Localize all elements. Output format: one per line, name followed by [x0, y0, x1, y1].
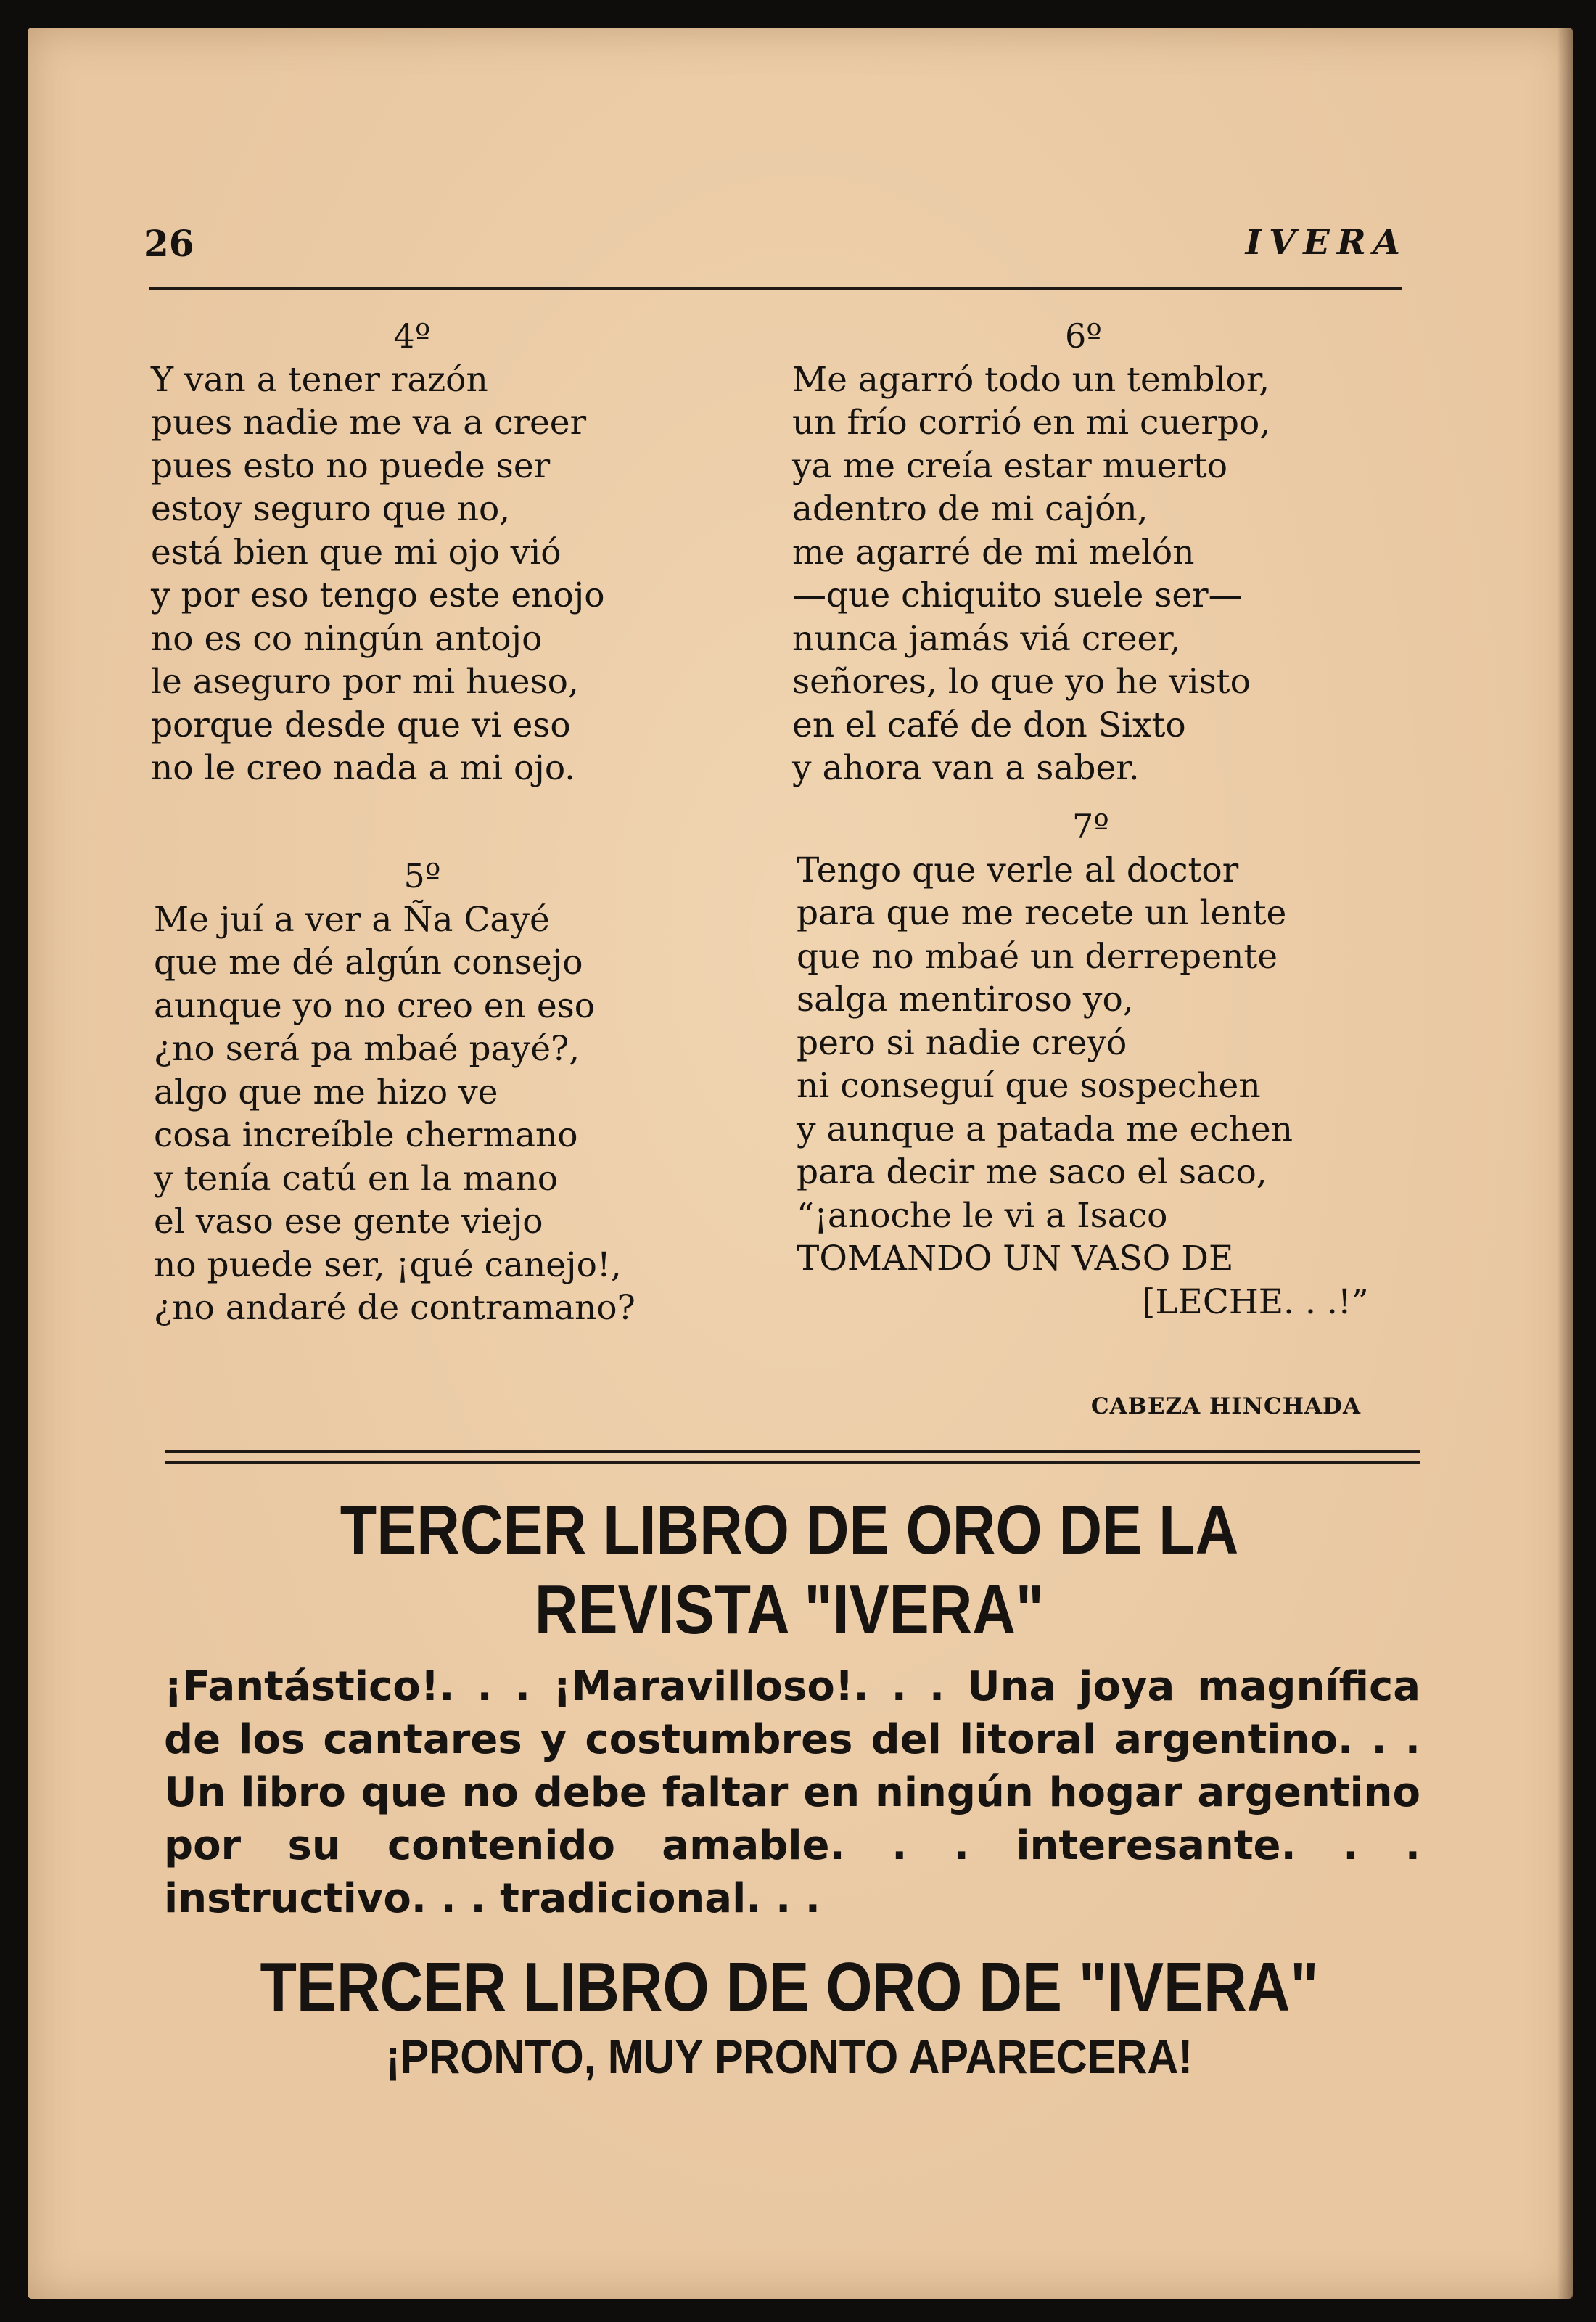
verse-line: Y van a tener razón — [151, 359, 488, 400]
verse-line: que no mbaé un derrepente — [797, 936, 1278, 977]
verse-line: para decir me saco el saco, — [797, 1152, 1267, 1192]
verse-line: y por eso tengo este enojo — [151, 575, 605, 615]
page-spine-shadow — [1557, 28, 1573, 2299]
stanza-7 — [797, 805, 1406, 1324]
author-signature: CABEZA HINCHADA — [1090, 1393, 1361, 1419]
section-rule — [165, 1461, 1420, 1464]
verse-line: y ahora van a saber. — [792, 748, 1140, 788]
verse-line: le aseguro por mi hueso, — [151, 662, 579, 702]
verse-line: algo que me hizo ve — [154, 1072, 498, 1112]
verse-line: no le creo nada a mi ojo. — [151, 748, 576, 788]
stanza-number: 6º — [1065, 316, 1102, 356]
verse-line: [LECHE. . .!” — [1142, 1281, 1369, 1322]
verse-line: ¿no andaré de contramano? — [154, 1288, 635, 1328]
ad-subtitle: ¡PRONTO, MUY PRONTO APARECERA! — [385, 2030, 1193, 2083]
verse-line: Tengo que verle al doctor — [797, 850, 1239, 890]
verse-line: “¡anoche le vi a Isaco — [797, 1195, 1168, 1236]
verse-line: que me dé algún consejo — [154, 943, 583, 982]
verse-line: un frío corrió en mi cuerpo, — [792, 403, 1271, 443]
magazine-title: IVERA — [1245, 222, 1407, 263]
stanza-number: 4º — [393, 316, 431, 356]
ad-body-text: ¡Fantástico!. . . ¡Maravilloso!. . . Una joya magnífica de los cantares y costumbres del litoral argentino. . . Un libro que no debe faltar en ningún hogar argentino por su contenido amable. . . interesante. . . instructivo. . . tradicional. . . — [164, 1663, 1420, 1922]
stanza-5 — [154, 855, 691, 1330]
stanza-number: 5º — [403, 856, 441, 895]
verse-line: cosa increíble chermano — [154, 1115, 578, 1155]
section-rule — [165, 1450, 1420, 1453]
verse-line: pero si nadie creyó — [797, 1022, 1127, 1063]
verse-line: ni conseguí que sospechen — [797, 1066, 1261, 1106]
verse-line: ya me creía estar muerto — [792, 446, 1227, 486]
verse-line: pues esto no puede ser — [151, 446, 551, 486]
header-rule — [149, 287, 1402, 290]
verse-line: pues nadie me va a creer — [151, 403, 587, 443]
stanza-4 — [151, 315, 673, 790]
verse-line: TOMANDO UN VASO DE — [797, 1239, 1234, 1279]
verse-line: el vaso ese gente viejo — [154, 1202, 543, 1242]
ad-title-repeat: TERCER LIBRO DE ORO DE "IVERA" — [260, 1948, 1319, 2026]
stanza-number: 7º — [1072, 807, 1109, 846]
verse-line: Me agarró todo un temblor, — [792, 359, 1270, 400]
verse-line: no es co ningún antojo — [151, 618, 543, 659]
page-number: 26 — [144, 222, 194, 265]
verse-line: en el café de don Sixto — [792, 705, 1186, 745]
ad-title-line-1: TERCER LIBRO DE ORO DE LA — [340, 1491, 1239, 1569]
verse-line: —que chiquito suele ser— — [792, 575, 1243, 615]
verse-line: ¿no será pa mbaé payé?, — [154, 1029, 580, 1069]
verse-line: adentro de mi cajón, — [792, 489, 1148, 529]
stanza-6 — [792, 315, 1402, 790]
verse-line: salga mentiroso yo, — [797, 980, 1134, 1020]
verse-line: no puede ser, ¡qué canejo!, — [154, 1244, 622, 1285]
verse-line: me agarré de mi melón — [792, 532, 1195, 573]
verse-line: estoy seguro que no, — [151, 489, 511, 529]
verse-line: para que me recete un lente — [797, 893, 1287, 933]
verse-line: porque desde que vi eso — [151, 705, 571, 745]
verse-line: aunque yo no creo en eso — [154, 985, 596, 1026]
verse-line: nunca jamás viá creer, — [792, 618, 1181, 659]
ad-title-line-2: REVISTA "IVERA" — [534, 1571, 1045, 1649]
verse-line: Me juí a ver a Ña Cayé — [154, 899, 550, 940]
verse-line: está bien que mi ojo vió — [151, 532, 562, 573]
verse-line: y tenía catú en la mano — [154, 1158, 559, 1199]
verse-line: señores, lo que yo he visto — [792, 662, 1251, 702]
magazine-page — [28, 28, 1573, 2299]
verse-line: y aunque a patada me echen — [797, 1109, 1293, 1149]
